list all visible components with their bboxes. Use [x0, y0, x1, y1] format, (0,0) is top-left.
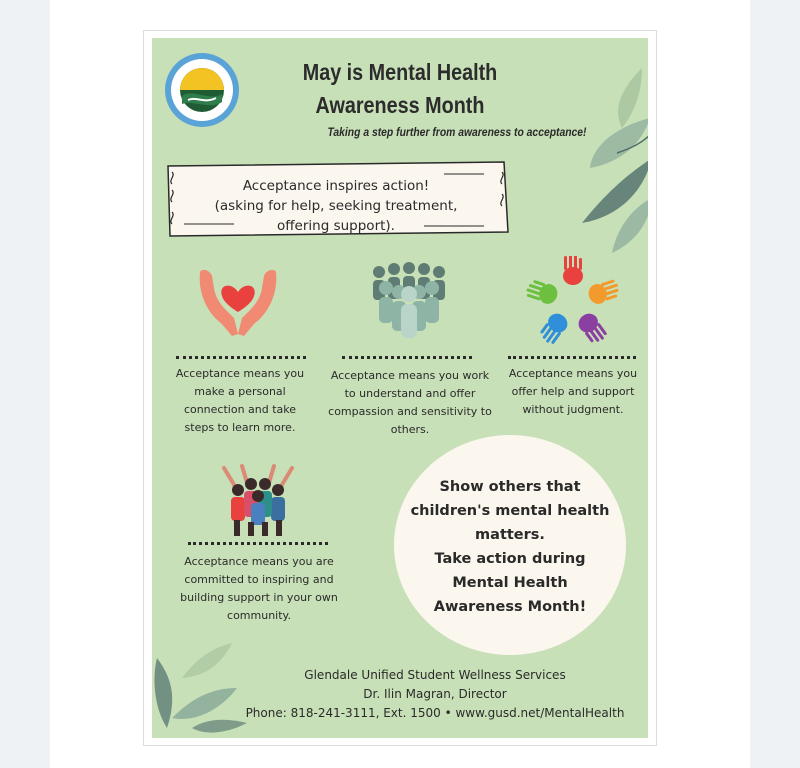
- banner-line-2: (asking for help, seeking treatment,: [214, 198, 458, 214]
- banner-text: [166, 176, 506, 236]
- contact-footer: [232, 666, 638, 723]
- title-line-2: Awareness Month: [315, 92, 485, 118]
- title-line-1: May is Mental Health: [302, 59, 498, 85]
- footer-contact: Phone: 818-241-3111, Ext. 1500 • www.gusd.net/MentalHealth: [245, 706, 625, 720]
- colorful-hands-icon: [526, 256, 620, 348]
- banner-line-1: Acceptance inspires action!: [242, 178, 430, 194]
- caption-help-without-judgment: Acceptance means you offer help and support without judgment.: [508, 367, 638, 416]
- footer-organization: Glendale Unified Student Wellness Services: [304, 668, 566, 682]
- caption-personal-connection: Acceptance means you make a personal connection and take steps to learn more.: [175, 367, 305, 434]
- caption-understand-compassion: Acceptance means you work to understand and offer compassion and sensitivity to others.: [328, 369, 492, 436]
- callout-text: Show others that children's mental health matters. Take action during Mental Health Awareness Month!: [410, 479, 610, 615]
- cheering-group-icon: [218, 462, 298, 538]
- caption-community-support: Acceptance means you are committed to inspiring and building support in your own community.: [180, 555, 338, 622]
- heart-in-hands-icon: [192, 262, 284, 340]
- flyer-title: [187, 56, 614, 122]
- group-of-people-icon: [364, 260, 454, 340]
- dotted-separator-1: [176, 356, 306, 359]
- footer-director: Dr. Ilin Magran, Director: [363, 687, 507, 701]
- banner-line-3: offering support).: [277, 218, 395, 234]
- flyer: [152, 38, 648, 738]
- tagline: Taking a step further from awareness to acceptance!: [327, 127, 587, 139]
- dotted-separator-2: [342, 356, 472, 359]
- dotted-separator-4: [188, 542, 328, 545]
- dotted-separator-3: [508, 356, 636, 359]
